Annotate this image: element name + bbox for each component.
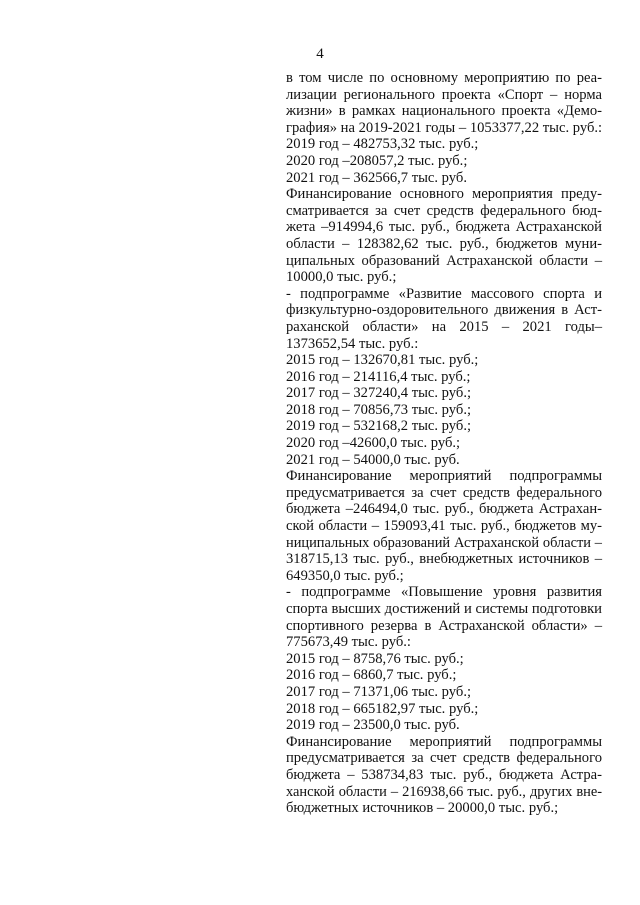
- text-line: жета –914994,6 тыс. руб., бюджета Астраханской: [286, 219, 602, 236]
- text-line: лизации регионального проекта «Спорт – норма: [286, 86, 602, 103]
- text-line: раханской области» на 2015 – 2021 годы–: [286, 318, 602, 335]
- text-line: графия» на 2019-2021 годы – 1053377,22 тыс. руб.:: [286, 119, 603, 136]
- text-line: жизни» в рамках национального проекта «Демо-: [286, 103, 602, 120]
- text-line: 2016 год – 214116,4 тыс. руб.;: [286, 368, 471, 385]
- text-line: 318715,13 тыс. руб., внебюджетных источников –: [286, 551, 602, 568]
- text-line: бюджетных источников – 20000,0 тыс. руб.;: [286, 800, 559, 817]
- page-number: 4: [316, 46, 324, 62]
- text-line: 775673,49 тыс. руб.:: [286, 634, 411, 651]
- text-line: 2018 год – 665182,97 тыс. руб.;: [286, 700, 479, 717]
- text-line: бюджета –246494,0 тыс. руб., бюджета Астрахан-: [286, 501, 602, 518]
- text-line: Финансирование мероприятий подпрограммы: [286, 468, 602, 485]
- text-line: ниципальных образований Астраханской области –: [286, 534, 602, 551]
- text-line: ципальных образований Астраханской области –: [286, 252, 602, 269]
- text-line: - подпрограмме «Повышение уровня развития: [286, 584, 602, 601]
- text-line: 2016 год – 6860,7 тыс. руб.;: [286, 667, 457, 684]
- text-line: в том числе по основному мероприятию по реа-: [286, 70, 602, 86]
- text-line: физкультурно-оздоровительного движения в Аст-: [286, 302, 602, 319]
- text-line: спортивного резерва в Астраханской области» –: [286, 617, 602, 634]
- text-line: ханской области – 216938,66 тыс. руб., других вне-: [286, 783, 602, 800]
- text-line: Финансирование основного мероприятия преду-: [286, 186, 602, 203]
- text-line: 649350,0 тыс. руб.;: [286, 567, 404, 584]
- text-line: предусматривается за счет средств федерального: [286, 750, 602, 767]
- text-line: спорта высших достижений и системы подготовки: [286, 601, 602, 617]
- text-line: 1373652,54 тыс. руб.:: [286, 335, 419, 352]
- text-line: 2019 год – 482753,32 тыс. руб.;: [286, 136, 479, 153]
- text-line: 2015 год – 132670,81 тыс. руб.;: [286, 352, 479, 369]
- text-line: сматривается за счет средств федерального бюд-: [286, 202, 602, 219]
- text-line: 2017 год – 71371,06 тыс. руб.;: [286, 683, 472, 700]
- text-line: 2017 год – 327240,4 тыс. руб.;: [286, 385, 472, 402]
- text-line: 2020 год –42600,0 тыс. руб.;: [286, 435, 461, 452]
- text-line: области – 128382,62 тыс. руб., бюджетов муни-: [286, 235, 602, 252]
- text-line: 2021 год – 54000,0 тыс. руб.: [286, 451, 460, 468]
- text-line: Финансирование мероприятий подпрограммы: [286, 733, 602, 750]
- text-line: 2018 год – 70856,73 тыс. руб.;: [286, 401, 472, 418]
- text-line: 10000,0 тыс. руб.;: [286, 269, 397, 286]
- text-line: 2019 год – 23500,0 тыс. руб.: [286, 717, 460, 734]
- text-line: предусматривается за счет средств федерального: [286, 484, 602, 501]
- text-line: 2020 год –208057,2 тыс. руб.;: [286, 152, 468, 169]
- document-body: [286, 70, 602, 817]
- text-line: 2021 год – 362566,7 тыс. руб.: [286, 169, 467, 186]
- text-line: 2015 год – 8758,76 тыс. руб.;: [286, 650, 464, 667]
- text-line: бюджета – 538734,83 тыс. руб., бюджета Астра-: [286, 766, 602, 783]
- text-line: 2019 год – 532168,2 тыс. руб.;: [286, 418, 472, 435]
- text-line: - подпрограмме «Развитие массового спорта и: [286, 285, 602, 302]
- text-line: ской области – 159093,41 тыс. руб., бюджетов му-: [286, 518, 602, 535]
